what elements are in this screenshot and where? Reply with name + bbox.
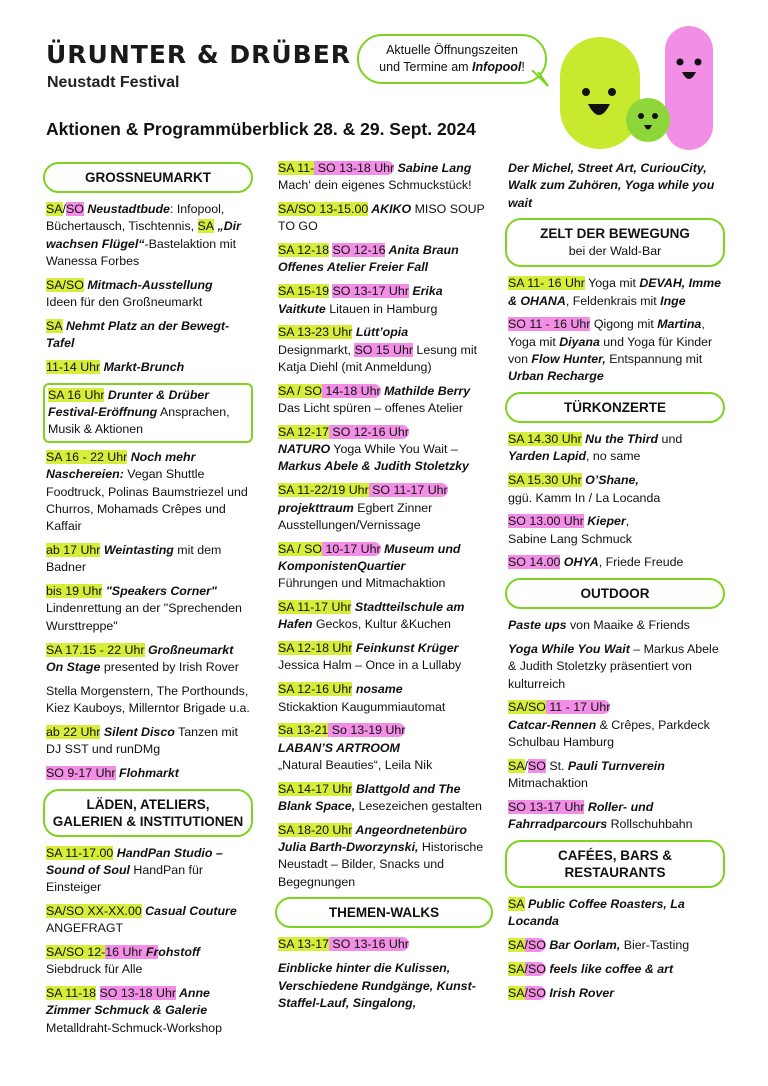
entry-title: Yarden Lapid (508, 449, 587, 464)
entry-text: Siebdruck für Alle (46, 962, 143, 977)
entry-text: ggü. Kamm In / La Locanda (508, 490, 661, 505)
entry-text: Stella Morgenstern, The Porthounds, Kiez Kauboys, Millerntor Brigade u.a. (46, 683, 250, 715)
entry-title: Erika Vaitkute (278, 284, 443, 316)
time-tag: SA/SO XX-XX.00 (46, 904, 142, 918)
entry-title: Flow Hunter, (531, 352, 606, 367)
entry-title: Nehmt Platz an der Bewegt-Tafel (46, 318, 230, 351)
entry-naturo (275, 424, 493, 476)
time-tag: SA 11-17.00 (46, 845, 114, 860)
entry-text: Sabine Lang Schmuck (508, 531, 632, 546)
entry-text: und Yoga für Kinder von (508, 334, 713, 367)
day-tag: /SO (524, 985, 546, 1000)
entry-text: , Friede Freude (598, 555, 684, 570)
entry-text: Designmarkt, (278, 342, 355, 357)
header-line: GALERIEN & INSTITUTIONEN (52, 813, 244, 829)
entry-text: Lesung mit Katja Diehl (mit Anmeldung) (278, 342, 478, 374)
day-tag: SA (46, 202, 63, 216)
entry-title: Casual Couture (141, 904, 237, 918)
entry-text: Litauen in Hamburg (325, 301, 438, 316)
entry-text: Ansprachen, Musik & Aktionen (48, 404, 230, 437)
entry-title: Flohmarkt (115, 765, 179, 780)
entry-irish-rover (505, 985, 725, 1002)
entry-title: Anne Zimmer Schmuck & Galerie (46, 986, 210, 1018)
entry-mathilde-berry (275, 383, 493, 418)
entry-text: Egbert Zinner Ausstellungen/Vernissage (278, 500, 433, 532)
section-header-laeden (43, 789, 253, 837)
entry-silent-disco (43, 724, 253, 759)
entry-akiko (275, 201, 493, 236)
time-tag: SA 12-17 (278, 424, 329, 439)
entry-title: Einblicke hinter die Kulissen, Verschiedene Rundgänge, Kunst-Staffel-Lauf, Singalong, (278, 961, 476, 1010)
time-tag: SA 12-18 (278, 243, 329, 258)
entry-title: projekttraum (278, 500, 354, 515)
entry-text: Yoga mit (584, 276, 640, 291)
time-tag: SA 15.30 Uhr (508, 473, 582, 488)
entry-text: Jessica Halm – Once in a Lullaby (278, 658, 462, 673)
entry-text: und (658, 432, 683, 447)
time-tag: 14-18 Uhr (322, 383, 381, 398)
time-tag: SO 11 - 16 Uhr (508, 317, 591, 332)
entry-text: „Natural Beauties“, Leila Nik (278, 757, 433, 772)
entry-neustadtbude (43, 201, 253, 270)
entry-title: Anita Braun Offenes Atelier Freier Fall (278, 243, 459, 275)
column-1 (43, 160, 253, 1044)
day-tag: SA (508, 758, 525, 773)
time-tag: SO 11-17 Uhr (368, 483, 448, 498)
section-header-themen-walks: THEMEN-WALKS (275, 897, 493, 928)
entry-public-coffee (505, 896, 725, 931)
time-tag: SA 13-17 (278, 937, 329, 952)
entry-title: LABAN’S ARTROOM (278, 740, 400, 755)
entry-title: Catcar-Rennen (508, 717, 597, 732)
entry-text: -Bastelaktion mit Wanessa Forbes (46, 236, 237, 268)
entry-title: Blattgold and The Blank Space, (278, 781, 461, 813)
bubble-line-1: Aktuelle Öffnungszeiten (386, 43, 518, 57)
entry-bewegt-tafel (43, 318, 253, 353)
entry-title: Drunter & Drüber Festival-Eröffnung (48, 387, 210, 419)
entry-on-stage-artists (43, 683, 253, 718)
entry-text: HandPan für Einsteiger (46, 862, 203, 895)
page-headline: Aktionen & Programmüberblick 28. & 29. Sept. 2024 (46, 119, 476, 139)
time-tag: ab 22 Uhr (46, 724, 101, 739)
entry-title: OHYA (560, 555, 599, 570)
time-tag: ab 17 Uhr (46, 543, 101, 558)
entry-title: Mitmach-Ausstellung (83, 277, 213, 292)
entry-text: ANGEFRAGT (46, 921, 124, 936)
entry-catcar (505, 699, 725, 751)
section-header-cafes (505, 840, 725, 888)
entry-text: Tanzen mit DJ SST und runDMg (46, 724, 238, 757)
entry-paste-ups (505, 617, 725, 634)
day-tag: SA (197, 219, 215, 234)
entry-casual-couture (43, 903, 253, 938)
entry-title: Diyana (559, 334, 600, 349)
entry-yoga-while-you-wait (505, 641, 725, 693)
entry-walk-list (505, 160, 725, 212)
entry-erika-vaitkute (275, 283, 493, 318)
time-tag: SA/SO 13-15.00 (278, 202, 369, 217)
entry-title: Urban Recharge (508, 369, 604, 384)
day-tag: SA (46, 318, 63, 333)
bubble-tail-icon (530, 70, 550, 88)
entry-text: & Crêpes, Parkdeck Schulbau Hamburg (508, 717, 710, 750)
entry-on-stage (43, 642, 253, 677)
time-tag: 10-17 Uhr (322, 541, 381, 556)
entry-turnverein (505, 758, 725, 793)
entry-feels-like-coffee (505, 961, 725, 978)
time-tag: SO 12-16 Uhr (328, 424, 409, 439)
entry-roller-parcours (505, 799, 725, 834)
entry-title: Paste ups (508, 618, 567, 633)
entry-title: Yoga While You Wait (508, 642, 630, 657)
entry-text: Qigong mit (590, 317, 658, 332)
bubble-text: und Termine am (379, 60, 473, 74)
time-tag: SA 18-20 Uhr (278, 822, 353, 837)
time-tag: SO 15 Uhr (354, 342, 413, 357)
time-tag: 11 - 17 Uhr (545, 700, 611, 715)
entry-title: Stadtteilschule am Hafen (278, 600, 465, 632)
time-tag: SA 11- (278, 161, 315, 175)
time-tag: SO 13-16 Uhr (328, 937, 409, 952)
time-tag: SA 17.15 - 22 Uhr (46, 642, 145, 657)
day-tag: SA (508, 985, 525, 1000)
time-tag: SO 9-17 Uhr (46, 765, 116, 780)
entry-title: feels like coffee & art (545, 961, 674, 976)
entry-text: , Feldenkrais mit (565, 293, 661, 308)
time-tag: SA 11-22/19 Uhr (278, 483, 369, 498)
entry-title: Sabine Lang (394, 161, 472, 175)
entry-text: MISO SOUP TO GO (278, 202, 485, 234)
day-tag: SA (508, 938, 525, 953)
entry-title: NATURO (278, 442, 331, 457)
entry-handpan (43, 845, 253, 897)
entry-title: nosame (352, 682, 403, 697)
entry-oshane (505, 472, 725, 507)
day-tag: SA (508, 961, 525, 976)
entry-title: Markt-Brunch (100, 359, 185, 374)
time-tag: SA/SO 12- (46, 945, 106, 960)
section-header-outdoor: OUTDOOR (505, 578, 725, 609)
header-line: RESTAURANTS (564, 865, 666, 881)
entry-abgeordnetenbuero (275, 822, 493, 891)
entry-title: "Speakers Corner" (102, 584, 217, 599)
entry-anita-braun (275, 242, 493, 277)
header-line: LÄDEN, ATELIERS, (86, 796, 210, 812)
entry-text: mit dem Badner (46, 543, 222, 575)
entry-markt-brunch (43, 359, 253, 376)
entry-stadtteilschule (275, 599, 493, 634)
time-tag: SA 13-23 Uhr (278, 325, 353, 340)
entry-title: Irish Rover (545, 985, 615, 1000)
entry-text: Lesezeichen gestalten (355, 799, 482, 813)
time-tag: SA 11-18 (46, 986, 97, 1001)
entry-mitmach-ausstellung (43, 277, 253, 312)
entry-title: Mathilde Berry (380, 383, 471, 398)
time-tag: SA 11- 16 Uhr (508, 276, 585, 291)
time-tag: SA 16 Uhr (48, 387, 105, 402)
entry-title: Museum und KomponistenQuartier (278, 541, 461, 573)
bubble-line-2 (359, 59, 545, 76)
day-sep: / (524, 758, 528, 773)
entry-anne-zimmer (43, 985, 253, 1037)
time-tag: SO 13.00 Uhr (508, 514, 584, 529)
entry-title: Martina (657, 317, 702, 332)
entry-title: ohstoff (158, 945, 201, 960)
day-tag: SA/SO (46, 277, 84, 292)
time-tag: SA 12-16 Uhr (278, 682, 353, 697)
entry-text: Vegan Shuttle Foodtruck, Polinas Baumstriezel und Churros, Mohamads Crêpes und Kaffair (46, 467, 248, 534)
time-tag: SA 16 - 22 Uhr (46, 450, 128, 465)
entry-walks (275, 960, 493, 1012)
entry-luettopia (275, 324, 493, 376)
entry-title: „Dir wachsen Flügel“ (46, 219, 241, 251)
entry-projekttraum (275, 482, 493, 534)
mascot-characters-icon (560, 22, 730, 152)
entry-title: Großneumarkt On Stage (46, 642, 234, 674)
entry-text: Bier-Tasting (620, 938, 690, 953)
entry-title: Silent Disco (100, 724, 175, 739)
time-tag: SA 12-18 Uhr (278, 641, 353, 656)
column-2 (275, 160, 493, 1019)
time-tag: SO 14.00 (508, 555, 561, 570)
section-header-grossneumarkt: GROSSNEUMARKT (43, 162, 253, 193)
entry-sabine-lang (275, 160, 493, 195)
day-tag: /SO (524, 961, 546, 976)
time-tag: SO 13-17 Uhr (508, 799, 585, 814)
entry-nosame (275, 681, 493, 716)
entry-text: Das Licht spüren – offenes Atelier (278, 401, 464, 416)
entry-title: Fr (142, 945, 159, 960)
entry-text: Stickaktion Kaugummiautomat (278, 699, 446, 714)
entry-title: Markus Abele & Judith Stoletzky (278, 459, 469, 474)
entry-text: Ideen für den Großneumarkt (46, 294, 203, 309)
entry-text: Mitmachaktion (508, 776, 588, 791)
time-tag: 11-14 Uhr (46, 359, 101, 374)
time-tag: So 13-19 Uhr (328, 723, 406, 738)
entry-title: DEVAH, Imme & OHANA (508, 276, 722, 308)
entry-museum (275, 541, 493, 593)
time-tag: SO 12-16 (332, 243, 386, 258)
entry-ohya (505, 554, 725, 571)
time-tag: SO 13-18 Uhr (314, 161, 395, 175)
entry-nu-the-third (505, 431, 725, 466)
entry-title: Nu the Third (581, 432, 659, 447)
entry-title: Bar Oorlam, (545, 938, 621, 953)
entry-bar-oorlam (505, 937, 725, 954)
entry-speakers-corner (43, 583, 253, 635)
entry-yoga-sa (505, 275, 725, 310)
entry-title: Weintasting (100, 543, 174, 558)
entry-frohstoff (43, 944, 253, 979)
entry-text: St. (545, 758, 565, 773)
entry-text: Historische Neustadt – Bilder, Snacks und Begegnungen (278, 840, 484, 889)
entry-labans-artroom (275, 722, 493, 774)
entry-qigong-so (505, 316, 725, 385)
entry-text: Rollschuhbahn (607, 817, 693, 832)
entry-title: Lütt’opia (352, 325, 409, 340)
time-tag: SA 11-17 Uhr (278, 600, 352, 615)
time-tag: 16 Uhr (105, 945, 143, 960)
entry-text: , Yoga mit (508, 317, 705, 349)
time-tag: SO 13-17 Uhr (332, 284, 409, 299)
entry-text: Metalldraht-Schmuck-Workshop (46, 1020, 223, 1035)
section-header-zelt-der-bewegung (505, 218, 725, 267)
festival-logo: ÜRUNTER & DRÜBER (46, 40, 352, 69)
info-speech-bubble (357, 34, 547, 84)
header-line: CAFÉES, BARS & (557, 848, 672, 864)
entry-text: – Markus Abele & Judith Stoletzky präsentiert von kulturreich (508, 642, 719, 691)
entry-feinkunst-krueger (275, 640, 493, 675)
entry-title: HandPan Studio – Sound of Soul (46, 845, 223, 877)
day-tag: SO (527, 758, 546, 773)
time-tag: bis 19 Uhr (46, 584, 103, 599)
entry-text: Lindenrettung an der "Sprechenden Wursttreppe" (46, 601, 242, 633)
entry-title: Der Michel, Street Art, CuriouCity, Walk zum Zuhören, Yoga while you wait (508, 161, 715, 210)
entry-title: Kieper (583, 514, 626, 529)
header-line: ZELT DER BEWEGUNG (540, 226, 690, 242)
entry-text: , (625, 514, 630, 529)
entry-title: O’Shane, (581, 473, 639, 488)
column-3 (505, 160, 725, 1009)
time-tag: SA 14.30 Uhr (508, 432, 582, 447)
festival-subtitle: Neustadt Festival (47, 74, 180, 91)
entry-title: Inge (660, 293, 686, 308)
bubble-infopool: Infopool (472, 60, 522, 74)
entry-title: Noch mehr Naschereien: (46, 450, 196, 482)
entry-text: Mach‘ dein eigenes Schmuckstück! (278, 178, 472, 193)
time-tag: SA / SO (278, 541, 323, 556)
time-tag: SA 15-19 (278, 284, 329, 299)
entry-title: AKIKO (368, 202, 412, 217)
day-sep: / (62, 202, 66, 216)
section-header-tuerkonzerte: TÜRKONZERTE (505, 392, 725, 423)
time-tag: SO 13-18 Uhr (99, 986, 176, 1001)
entry-title: Neustadtbude (83, 202, 170, 216)
entry-text: Geckos, Kultur &Kuchen (312, 617, 451, 632)
entry-blattgold (275, 781, 493, 816)
entry-text: presented by Irish Rover (100, 659, 239, 674)
entry-flohmarkt (43, 765, 253, 782)
header-subline: bei der Wald-Bar (568, 244, 662, 259)
day-tag: SA (508, 897, 525, 912)
entry-text: von Maaike & Friends (566, 618, 690, 633)
day-tag: SO (65, 202, 84, 216)
day-tag: /SO (524, 938, 546, 953)
entry-text: Yoga While You Wait – (330, 442, 458, 457)
entry-naschereien (43, 449, 253, 535)
entry-kieper (505, 513, 725, 548)
entry-text: : Infopool, Büchertausch, Tischtennis, (46, 202, 225, 234)
time-tag: SA 14-17 Uhr (278, 781, 353, 796)
entry-text: Entspannung mit (605, 352, 703, 367)
time-tag: SA / SO (278, 383, 323, 398)
entry-title: Roller- und Fahrradparcours (508, 799, 654, 832)
entry-title: Angeordnetenbüro Julia Barth-Dworzynski, (278, 822, 467, 855)
entry-title: Public Coffee Roasters, La Locanda (508, 897, 685, 929)
entry-festival-eroeffnung (43, 383, 253, 443)
entry-title: Pauli Turnverein (564, 758, 665, 773)
bubble-suffix: ! (521, 60, 525, 74)
entry-walks-times (275, 936, 493, 953)
entry-title: Feinkunst Krüger (352, 641, 459, 656)
time-tag: SA/SO (508, 700, 546, 715)
entry-text: Führungen und Mitmachaktion (278, 576, 446, 591)
entry-weintasting (43, 542, 253, 577)
entry-text: , no same (586, 449, 641, 464)
time-tag: Sa 13-21 (278, 723, 329, 738)
